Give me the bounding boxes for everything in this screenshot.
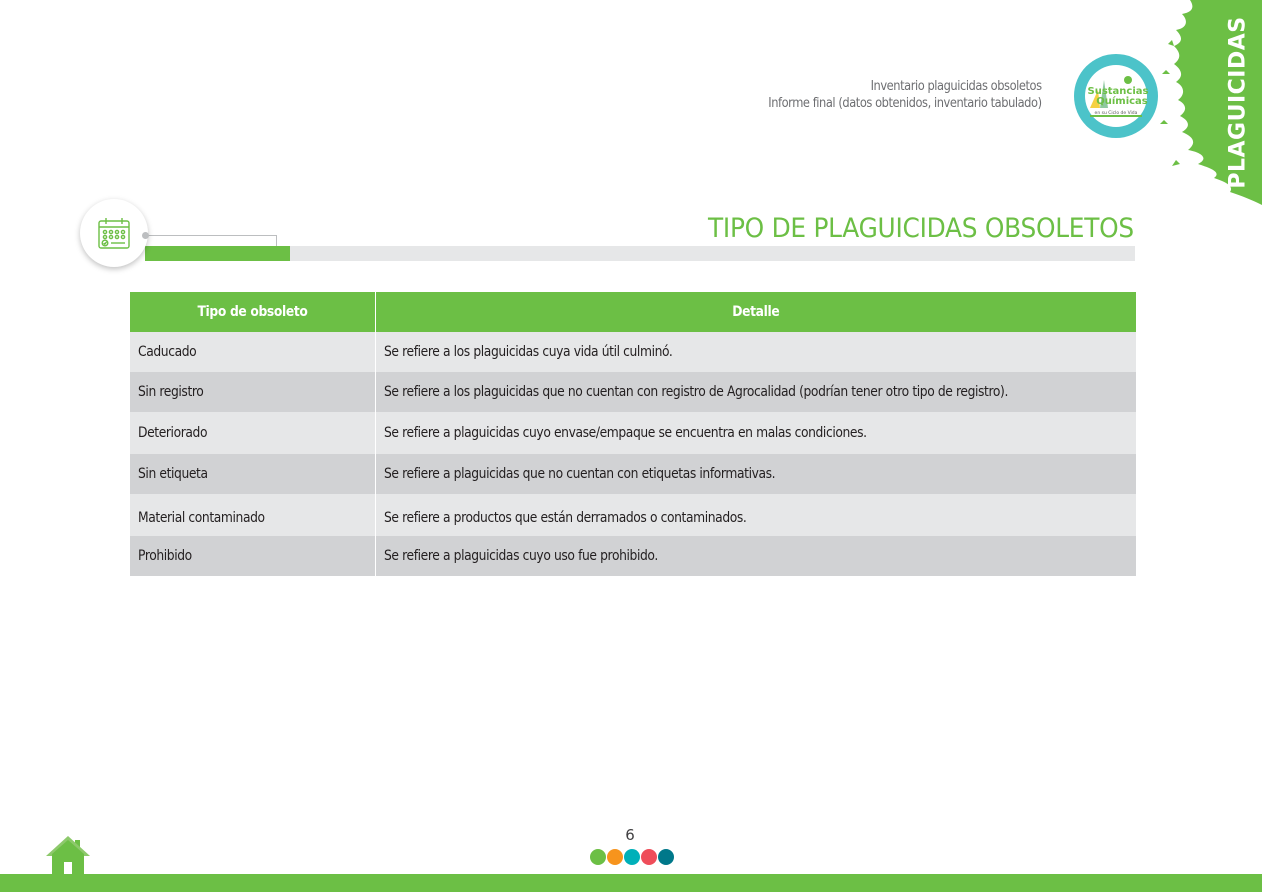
color-dot [590, 849, 606, 865]
table-header-row [130, 292, 1136, 332]
svg-text:en su Ciclo de Vida: en su Ciclo de Vida [1094, 111, 1138, 116]
cell-tipo: Caducado [130, 332, 376, 372]
cell-tipo: Prohibido [130, 536, 376, 576]
section-icon-badge [80, 199, 148, 267]
section-title: TIPO DE PLAGUICIDAS OBSOLETOS [708, 213, 1134, 244]
cell-detalle: Se refiere a los plaguicidas cuya vida útil culminó. [376, 332, 1137, 372]
calendar-icon [97, 216, 131, 250]
table-row [130, 412, 1136, 454]
header-line-2: Informe final (datos obtenidos, inventario tabulado) [768, 96, 1042, 111]
document-header [769, 78, 1042, 112]
home-icon[interactable] [44, 834, 92, 876]
cell-detalle: Se refiere a productos que están derramados o contaminados. [376, 494, 1137, 536]
cell-tipo: Deteriorado [130, 412, 376, 454]
column-header-detalle: Detalle [376, 292, 1137, 332]
color-dot [658, 849, 674, 865]
page-number: 6 [625, 826, 635, 844]
cell-detalle: Se refiere a plaguicidas cuyo uso fue prohibido. [376, 536, 1137, 576]
color-dot [641, 849, 657, 865]
cell-tipo: Sin etiqueta [130, 454, 376, 494]
table-row [130, 332, 1136, 372]
sustancias-quimicas-seal-logo [1070, 50, 1162, 142]
title-connector-dot [142, 232, 149, 239]
title-bar-background [145, 246, 1135, 261]
svg-text:Sustancias: Sustancias [1087, 86, 1149, 97]
table-row [130, 494, 1136, 536]
side-section-label: PLAGUICIDAS [1225, 16, 1251, 189]
color-dots [590, 849, 674, 865]
cell-tipo: Material contaminado [130, 494, 376, 536]
title-connector-line [148, 235, 277, 246]
color-dot [624, 849, 640, 865]
cell-detalle: Se refiere a plaguicidas cuyo envase/empaque se encuentra en malas condiciones. [376, 412, 1137, 454]
color-dot [607, 849, 623, 865]
cell-tipo: Sin registro [130, 372, 376, 412]
footer-bar [0, 874, 1262, 892]
obsolete-types-table [130, 292, 1136, 576]
svg-text:Químicas: Químicas [1096, 96, 1148, 107]
table-row [130, 536, 1136, 576]
cell-detalle: Se refiere a los plaguicidas que no cuentan con registro de Agrocalidad (podrían tener otro tipo de registro). [376, 372, 1137, 412]
cell-detalle: Se refiere a plaguicidas que no cuentan con etiquetas informativas. [376, 454, 1137, 494]
table-row [130, 454, 1136, 494]
title-bar-accent [145, 246, 290, 261]
column-header-tipo: Tipo de obsoleto [130, 292, 376, 332]
header-line-1: Inventario plaguicidas obsoletos [871, 79, 1042, 94]
table-row [130, 372, 1136, 412]
